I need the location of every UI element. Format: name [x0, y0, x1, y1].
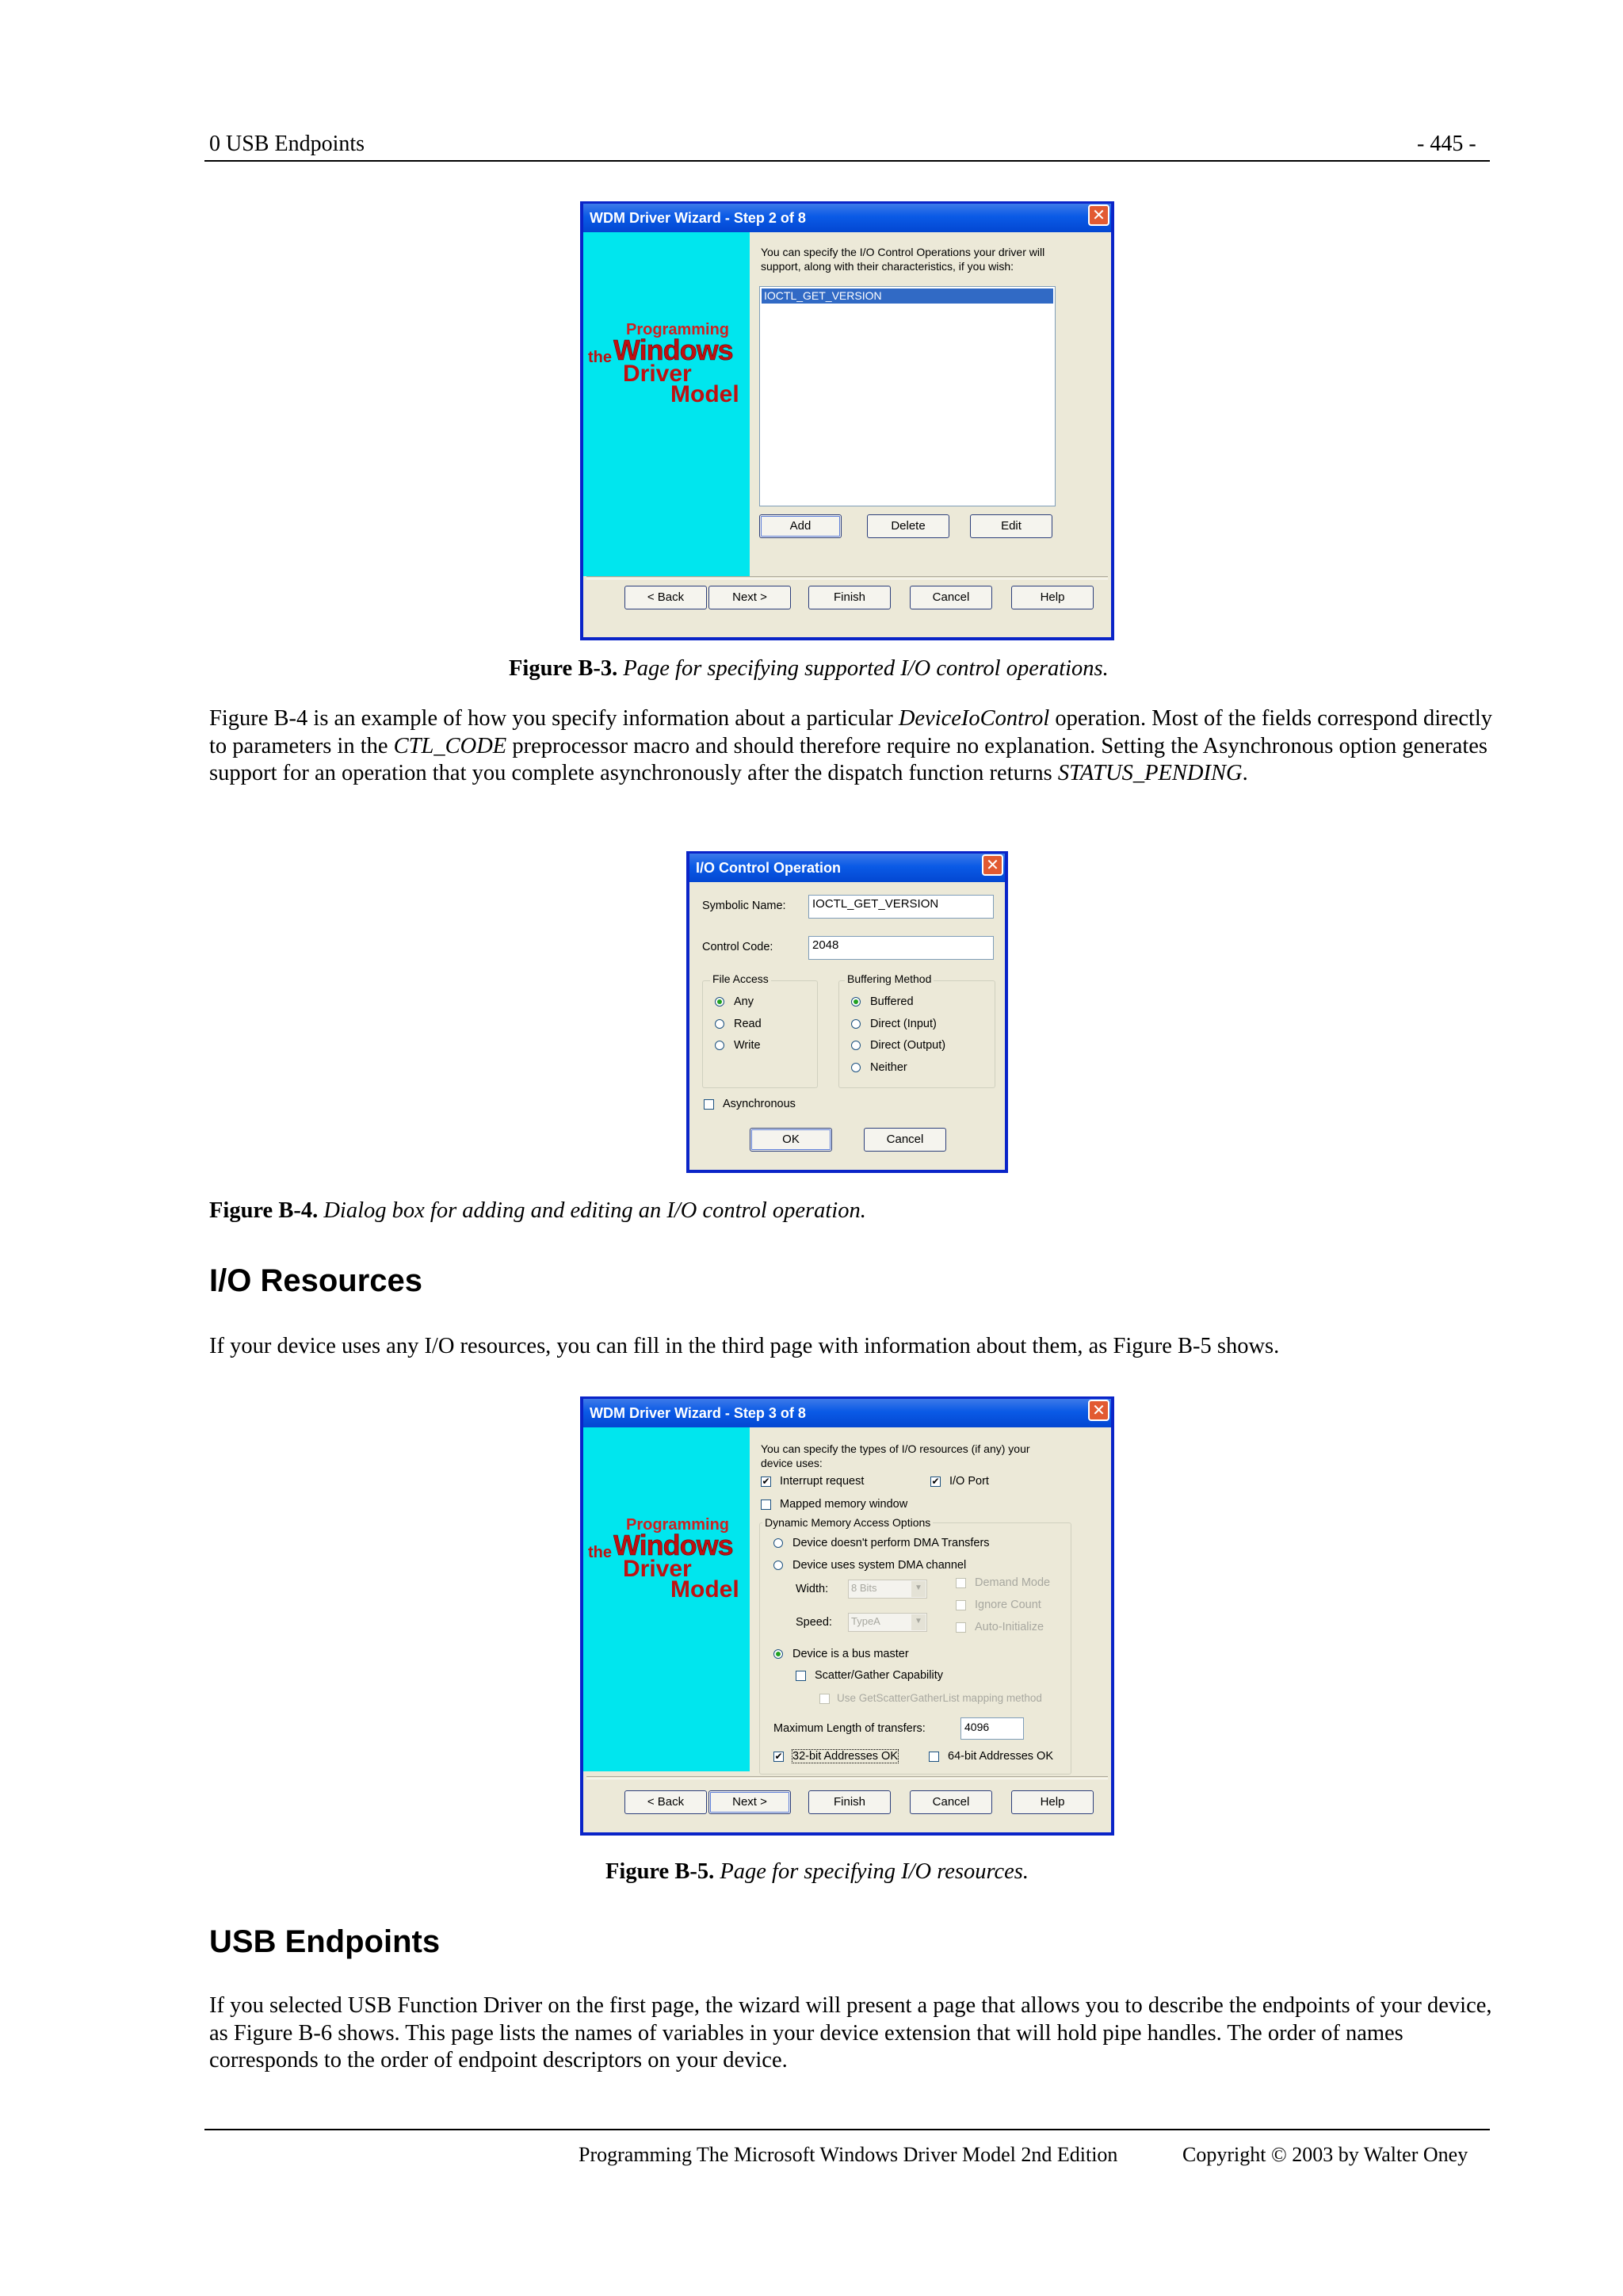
read-radio[interactable]	[715, 1019, 724, 1029]
header-rule	[204, 160, 1490, 162]
neither-label: Neither	[870, 1061, 907, 1074]
system-dma-radio[interactable]	[773, 1561, 783, 1570]
footer-copyright: Copyright © 2003 by Walter Oney	[1182, 2143, 1468, 2166]
max-length-input[interactable]: 4096	[960, 1717, 1024, 1740]
help-button[interactable]: Help	[1011, 1790, 1094, 1814]
asynchronous-label: Asynchronous	[723, 1098, 796, 1110]
caption-text: Page for specifying I/O resources.	[720, 1859, 1029, 1884]
close-icon[interactable]: ✕	[1088, 1400, 1109, 1421]
logo-the: the	[588, 1544, 612, 1561]
logo-programming: Programming	[626, 1516, 730, 1534]
wizard-logo-panel	[583, 232, 750, 576]
bus-master-radio[interactable]	[773, 1649, 783, 1659]
any-radio[interactable]	[715, 997, 724, 1007]
control-code-input[interactable]: 2048	[808, 936, 994, 960]
symbolic-name-label: Symbolic Name:	[702, 900, 786, 912]
text: preprocessor macro and should therefore require no explanation. Setting the Asynchronous option generates support for an operation that you complete asynchronously after the dispatch function returns	[209, 733, 1488, 785]
speed-combo[interactable]	[848, 1613, 927, 1632]
edit-button[interactable]: Edit	[970, 514, 1052, 538]
footer-book-title: Programming The Microsoft Windows Driver Model 2nd Edition	[579, 2143, 1118, 2166]
chevron-down-icon: ▼	[911, 1614, 926, 1630]
instructions-text: You can specify the types of I/O resources (if any) your device uses:	[761, 1442, 1030, 1469]
running-header-page-number: - 445 -	[1417, 132, 1476, 156]
asynchronous-checkbox[interactable]	[704, 1099, 714, 1110]
logo-windows: Windows	[613, 334, 733, 366]
delete-button[interactable]: Delete	[867, 514, 949, 538]
interrupt-request-checkbox[interactable]: ✔	[762, 1476, 770, 1487]
auto-initialize-checkbox[interactable]	[956, 1622, 966, 1633]
logo-driver: Driver	[623, 1556, 692, 1582]
text-italic: DeviceIoControl	[898, 706, 1050, 731]
interrupt-request-label: Interrupt request	[780, 1475, 865, 1488]
finish-button[interactable]: Finish	[808, 586, 891, 609]
figure-b3-caption	[509, 656, 1109, 682]
logo-windows: Windows	[613, 1529, 733, 1561]
help-button[interactable]: Help	[1011, 586, 1094, 609]
width-label: Width:	[796, 1583, 829, 1595]
io-port-label: I/O Port	[949, 1475, 989, 1488]
addr32-checkbox[interactable]: ✔	[774, 1751, 783, 1762]
file-access-label: File Access	[710, 972, 771, 985]
use-getscatter-label: Use GetScatterGatherList mapping method	[837, 1692, 1042, 1704]
control-code-label: Control Code:	[702, 941, 773, 953]
auto-initialize-label: Auto-Initialize	[975, 1621, 1044, 1633]
section-heading-io-resources: I/O Resources	[209, 1263, 423, 1298]
cancel-button[interactable]: Cancel	[910, 586, 992, 609]
separator	[586, 576, 1108, 579]
footer-rule	[204, 2129, 1490, 2130]
scatter-gather-label: Scatter/Gather Capability	[815, 1669, 943, 1682]
back-button[interactable]: < Back	[624, 1790, 707, 1814]
read-label: Read	[734, 1018, 762, 1030]
caption-label: Figure B-4.	[209, 1198, 319, 1223]
direct-input-label: Direct (Input)	[870, 1018, 937, 1030]
no-dma-label: Device doesn't perform DMA Transfers	[792, 1537, 990, 1549]
paragraph-io-resources: If your device uses any I/O resources, you can fill in the third page with information about them, as Figure B-5 shows.	[209, 1334, 1280, 1358]
speed-value: TypeA	[851, 1615, 880, 1627]
symbolic-name-input[interactable]: IOCTL_GET_VERSION	[808, 895, 994, 919]
back-button[interactable]: < Back	[624, 586, 707, 609]
addr32-label: 32-bit Addresses OK	[792, 1750, 898, 1763]
demand-mode-label: Demand Mode	[975, 1576, 1051, 1589]
mapped-memory-checkbox[interactable]	[761, 1499, 771, 1510]
paragraph-usb-endpoints: If you selected USB Function Driver on the first page, the wizard will present a page that allows you to describe the endpoints of your device, as Figure B-6 shows. This page lists the names of variables in your device extension that will hold pipe handles. The order of names corresponds to the order of endpoint descriptors on your device.	[209, 1993, 1492, 2073]
instructions-text: You can specify the I/O Control Operations your driver will support, along with their characteristics, if you wish:	[761, 246, 1045, 273]
width-combo[interactable]	[848, 1580, 927, 1599]
logo-model: Model	[670, 1576, 739, 1603]
max-length-label: Maximum Length of transfers:	[773, 1722, 926, 1735]
figure-b4-caption	[209, 1198, 866, 1224]
system-dma-label: Device uses system DMA channel	[792, 1559, 967, 1572]
dialog-title: WDM Driver Wizard - Step 3 of 8	[583, 1399, 1111, 1427]
caption-text: Dialog box for adding and editing an I/O control operation.	[323, 1198, 866, 1223]
figure-b5-wizard-dialog	[580, 1396, 1114, 1836]
addr64-checkbox[interactable]	[929, 1752, 939, 1762]
ignore-count-label: Ignore Count	[975, 1599, 1041, 1611]
dma-options-label: Dynamic Memory Access Options	[762, 1516, 933, 1529]
paragraph-figure-b4-intro	[209, 705, 1493, 788]
close-icon[interactable]: ✕	[982, 854, 1003, 876]
mapped-memory-label: Mapped memory window	[780, 1498, 908, 1511]
logo-the: the	[588, 349, 612, 366]
next-button[interactable]: Next >	[708, 1790, 791, 1814]
buffered-label: Buffered	[870, 995, 914, 1008]
logo-model: Model	[670, 381, 739, 407]
write-label: Write	[734, 1039, 761, 1052]
figure-b5-caption	[605, 1859, 1029, 1885]
text-italic: CTL_CODE	[393, 733, 507, 758]
wizard-logo-panel	[583, 1427, 750, 1771]
direct-input-radio[interactable]	[851, 1019, 861, 1029]
close-icon[interactable]: ✕	[1088, 204, 1109, 226]
width-value: 8 Bits	[851, 1582, 877, 1594]
scatter-gather-checkbox[interactable]	[796, 1671, 806, 1681]
bus-master-label: Device is a bus master	[792, 1648, 909, 1660]
neither-radio[interactable]	[851, 1063, 861, 1072]
logo-programming: Programming	[626, 321, 730, 338]
use-getscatter-checkbox[interactable]	[819, 1694, 830, 1704]
dialog-title: I/O Control Operation	[689, 854, 1005, 882]
caption-label: Figure B-3.	[509, 656, 618, 681]
ok-button[interactable]: OK	[750, 1128, 832, 1152]
direct-output-label: Direct (Output)	[870, 1039, 946, 1052]
text: Figure B-4 is an example of how you specify information about a particular	[209, 706, 899, 731]
figure-b3-wizard-dialog	[580, 201, 1114, 640]
text: .	[1242, 761, 1248, 785]
speed-label: Speed:	[796, 1616, 832, 1629]
cancel-button[interactable]: Cancel	[910, 1790, 992, 1814]
section-heading-usb-endpoints: USB Endpoints	[209, 1924, 441, 1959]
dialog-title: WDM Driver Wizard - Step 2 of 8	[583, 204, 1111, 232]
chevron-down-icon: ▼	[911, 1581, 926, 1597]
text: operation. Most of the fields correspond directly to parameters in the	[209, 706, 1493, 758]
text-italic: STATUS_PENDING	[1057, 761, 1243, 785]
caption-text: Page for specifying supported I/O control operations.	[623, 656, 1109, 681]
buffering-method-label: Buffering Method	[845, 972, 934, 985]
any-label: Any	[734, 995, 754, 1008]
figure-b4-ioctl-dialog	[686, 851, 1008, 1173]
demand-mode-checkbox[interactable]	[956, 1578, 966, 1588]
caption-label: Figure B-5.	[605, 1859, 715, 1884]
buffering-method-group	[838, 980, 995, 1088]
ioctl-listbox[interactable]	[759, 286, 1056, 506]
finish-button[interactable]: Finish	[808, 1790, 891, 1814]
io-port-checkbox[interactable]: ✔	[931, 1476, 940, 1487]
write-radio[interactable]	[715, 1041, 724, 1050]
add-button[interactable]: Add	[759, 514, 842, 538]
direct-output-radio[interactable]	[851, 1041, 861, 1050]
cancel-button[interactable]: Cancel	[864, 1128, 946, 1152]
ignore-count-checkbox[interactable]	[956, 1600, 966, 1610]
running-header-section: 0 USB Endpoints	[209, 132, 365, 156]
separator	[586, 1776, 1108, 1779]
addr64-label: 64-bit Addresses OK	[948, 1750, 1053, 1763]
buffered-radio[interactable]	[851, 997, 861, 1007]
next-button[interactable]: Next >	[708, 586, 791, 609]
logo-driver: Driver	[623, 361, 692, 387]
list-item[interactable]: IOCTL_GET_VERSION	[762, 288, 1053, 304]
no-dma-radio[interactable]	[773, 1538, 783, 1548]
